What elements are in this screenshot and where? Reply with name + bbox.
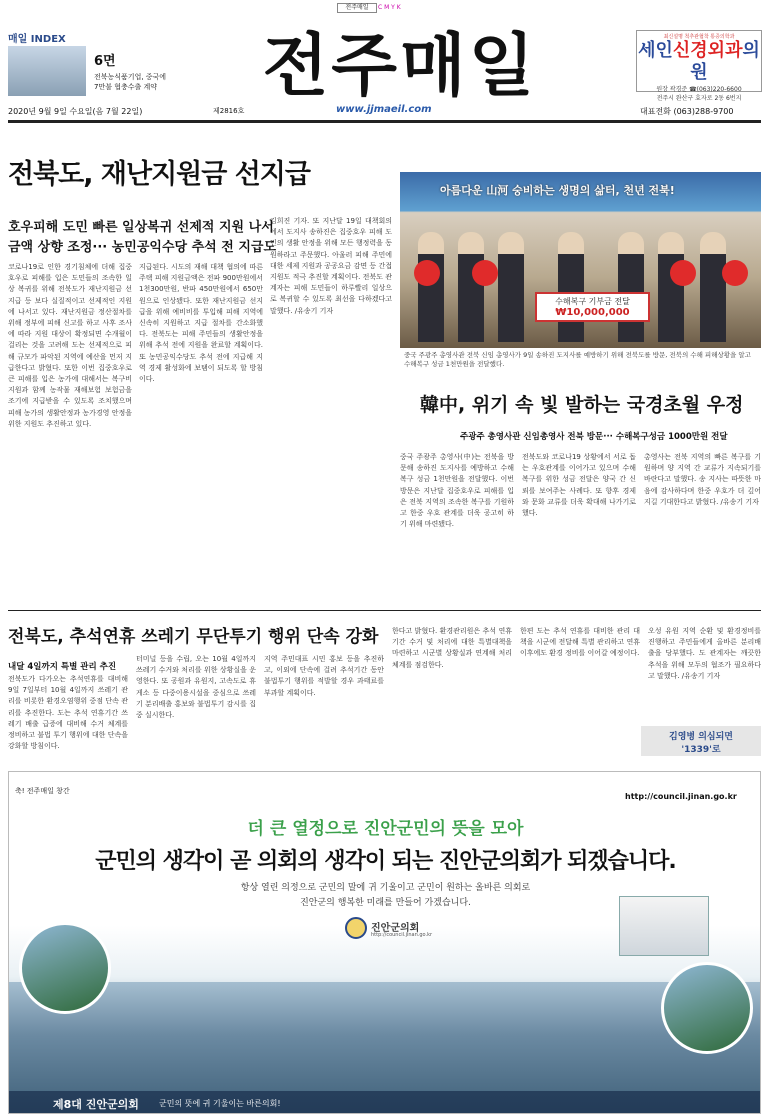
article3-col-1: 전북도가 다가오는 추석연휴를 대비해 9일 7일부터 10월 4일까지 쓰레기 관리를 비롯한 환경오염행위 중점 단속 관리를 추진한다. 도는 추석 연휴기간 쓰레기 배출 급증에 대비해 수거 체계를 정비하고 불법 투기 행위에 대한 단속을 강화할 방침이다. (8, 675, 128, 751)
article3-col-5: 한편 도는 추석 연휴를 대비한 관리 대책을 시군에 전달해 특별 관리하고 연휴 이후에도 환경 정비를 이어갈 예정이다. (520, 627, 640, 658)
byline-line-2: '1339'로 (681, 745, 721, 755)
index-line-1: 전북농식품기업, 중국에 (94, 73, 167, 81)
site-url[interactable]: www.jjmaeil.com (336, 104, 432, 115)
person-figure (618, 232, 644, 342)
article2-col-3: 총영사는 전북 지역의 빠른 복구를 기원하며 양 지역 간 교류가 지속되기를 바란다고 말했다. 송 지사는 따뜻한 마음에 감사하다며 한중 우호가 더 깊어지길 기대한다고 밝혔다. /유송기 기자 (644, 453, 761, 506)
news-photo (400, 172, 761, 348)
person-figure (700, 232, 726, 342)
index-text (94, 72, 184, 92)
article1-subhead-1: 호우피해 도민 빠른 일상복귀 선제적 지원 나서 (8, 220, 274, 235)
ad-tag: 축! 전주매일 창간 (15, 787, 70, 795)
ad-line-2: 진안군의 행복한 미래를 만들어 가겠습니다. (300, 898, 471, 908)
article1-subhead-2: 금액 상향 조정··· 농민공익수당 추석 전 지급도 (8, 240, 277, 255)
ad-footer-title: 제8대 진안군의회 (53, 1098, 139, 1111)
section-rule (8, 610, 761, 611)
article2-col-2: 전북도와 코로나19 상황에서 서로 돕는 우호관계를 이어가고 있으며 수해 복구를 위한 성금 전달은 양국 간 신뢰를 보여주는 사례다. 또 향후 경제와 문화 교류를 더욱 확대해 나가기로 했다. (522, 453, 636, 518)
article3-headline[interactable]: 전북도, 추석연휴 쓰레기 무단투기 행위 단속 강화 (8, 627, 379, 647)
council-logo[interactable] (345, 917, 455, 943)
council-logo-url: http://council.jinan.go.kr (371, 932, 433, 938)
masthead-rule (8, 120, 761, 123)
article1-col-3: 김희진 기자. 또 지난달 19일 대책회의에서 도지사 송하진은 집중호우 피해 도민의 생활 안정을 위해 모든 행정력을 동원하라고 주문했다. 아울러 피해 주민에 대한 세제 지원과 공공요금 감면 등 간접지원도 적극 추진할 계획이다. 전북도 관계자는 피해 도민들이 하루빨리 일상으로 복귀할 수 있도록 최선을 다하겠다고 말했다. /유송기 기자 (270, 217, 392, 315)
cmyk-mark: C M Y K (378, 4, 401, 11)
top-ad-small: 최신설명 척추관협착 통증의학과 (663, 34, 735, 40)
photo-banner: 아름다운 山河 숭비하는 생명의 삶터, 천년 전북! (440, 184, 675, 197)
issue-number: 제2816호 (213, 107, 245, 115)
council-seal-icon (345, 917, 367, 939)
top-ad[interactable] (636, 30, 762, 102)
top-ad-phone: 원장 곽경준 ☎(063)220-6600 (656, 86, 742, 93)
top-ad-address: 전주시 완산구 효자로 2동 6번지 (656, 95, 742, 102)
article3-col-3: 지역 주민대표 시민 홍보 등을 추진하고, 이외에 단속에 걸려 추석기간 동안 불법투기 행위를 적발할 경우 과태료를 부과할 계획이다. (264, 655, 384, 697)
article3-col-2: 터미널 등을 수립, 오는 10월 4일까지 쓰레기 수거와 처리를 위한 상황실을 운영한다. 또 공원과 유원지, 고속도로 휴게소 등 다중이용시설을 중심으로 쓰레기 분리배출 홍보와 불법투기 감시를 집중 실시한다. (136, 655, 256, 720)
byline-line-1: 김영병 의심되면 (669, 732, 733, 742)
article2-headline[interactable]: 韓中, 위기 속 빛 발하는 국경초월 우정 (420, 394, 744, 416)
edition-tag: 전주매일 (337, 3, 377, 13)
donation-title: 수해복구 기부금 전달 (555, 297, 630, 306)
flower-icon (670, 260, 696, 286)
person-figure (418, 232, 444, 342)
top-ad-name: 세인신경외과의원 (638, 40, 760, 83)
flower-icon (722, 260, 748, 286)
flower-icon (472, 260, 498, 286)
article2-subhead: 주광주 총영사관 신임총영사 전북 방문··· 수해복구성금 1000만원 전달 (460, 432, 728, 442)
person-figure (498, 232, 524, 342)
donation-amount: ₩10,000,000 (555, 307, 630, 318)
person-figure (558, 232, 584, 342)
article3-subhead: 내달 4일까지 특별 관리 추진 (8, 662, 117, 672)
newspaper-logo: 전주매일 (262, 27, 538, 106)
council-ad[interactable] (8, 771, 761, 1114)
issue-date: 2020년 9월 9일 수요일(음 7월 22일) (8, 107, 143, 116)
article2-col-1: 중국 주광주 총영사(中)는 전북을 방문해 송하진 도지사를 예방하고 수해복구 성금 1천만원을 전달했다. 이번 방문은 지난달 집중호우로 피해를 입은 전북 지역의 조속한 복구를 기원하고 한중 우호 관계를 더욱 공고히 하기 위해 마련됐다. (400, 453, 514, 529)
index-photo (8, 46, 86, 96)
council-logo-text: 진안군의회 (371, 923, 420, 934)
article3-col-6: 오성 유원 지역 순환 및 환경정비를 진행하고 주민들에게 올바른 분리배출을 당부했다. 도 관계자는 깨끗한 추석을 위해 모두의 협조가 필요하다고 말했다. /유송기 기자 (648, 627, 761, 680)
ad-footer-slogan: 군민의 뜻에 귀 기울이는 바른의회! (159, 1099, 281, 1108)
photo-caption: 중국 주광주 총영사관 전북 신임 총영사가 9일 송하진 도지사를 예방하기 위해 전북도를 방문, 전북의 수해 피해상황을 알고 수해복구 성금 1천만원을 전달했다. (404, 351, 751, 368)
flower-icon (414, 260, 440, 286)
ad-line-1: 항상 열린 의정으로 군민의 말에 귀 기울이고 군민이 원하는 올바른 의회로 (240, 883, 531, 893)
landscape-circle (19, 922, 111, 1014)
article3-byline (641, 726, 761, 756)
ad-headline-2: 군민의 생각이 곧 의회의 생각이 되는 진안군의회가 되겠습니다. (95, 849, 676, 874)
index-line-2: 7만불 협충수출 계약 (94, 83, 157, 91)
index-title: 매일 INDEX (8, 34, 66, 45)
article1-headline[interactable]: 전북도, 재난지원금 선지급 (8, 159, 310, 190)
landscape-circle (661, 962, 753, 1054)
donation-board (535, 292, 650, 322)
person-figure (458, 232, 484, 342)
index-page: 6면 (94, 54, 116, 69)
person-figure (658, 232, 684, 342)
ad-url[interactable]: http://council.jinan.go.kr (625, 792, 737, 801)
article1-col-1: 코로나19로 인한 경기침체에 더해 집중호우로 피해를 입은 도민들의 조속한 일상 복귀를 위해 전북도가 재난지원금 선지급 등 보다 실질적이고 선제적인 지원에 나서고 있다. 재난지원금 정산절차를 위해 정부에 피해 신고를 하고 사후 조사에 따라 지원 대상이 확정되면 수개월이 걸리는 것을 고려해 도는 선제적으로 피해 규모가 파악된 지역에 예산을 먼저 지급한다고 밝혔다. 또한 이번 집중호우로 큰 피해를 입은 농가에 대해서는 복구비 지원과 함께 농작물 재해보험 보험금을 조기에 지급받을 수 있도록 조치했으며 피해 농가의 생활안정과 농가경영 안정을 위한 지원도 추진하고 있다. (8, 263, 132, 428)
article3-col-4: 한다고 밝혔다. 환경관리원은 추석 연휴 기간 수거 및 처리에 대한 특별대책을 마련하고 시군별 상황실과 연계해 처리 체계를 점검한다. (392, 627, 512, 669)
article1-col-2: 지급된다. 시도의 재해 대책 협의에 따른 주택 피해 지원금액은 전파 900만원에서 1천300만원, 반파 450만원에서 650만원으로 인상됐다. 또한 재난지원금 선지급을 위해 예비비를 투입해 피해 지역에 신속히 지원하고 지급 절차를 간소화했다. 전북도는 피해 주민들의 생활안정을 위해 추석 전에 지원을 완료할 계획이다. 또 농민공익수당도 추석 전에 지급해 지역 경제 활성화에 보탬이 되도록 할 방침이다. (139, 263, 263, 384)
phone: 대표전화 (063)288-9700 (640, 107, 734, 116)
ad-headline-1: 더 큰 열정으로 진안군민의 뜻을 모아 (247, 819, 524, 839)
